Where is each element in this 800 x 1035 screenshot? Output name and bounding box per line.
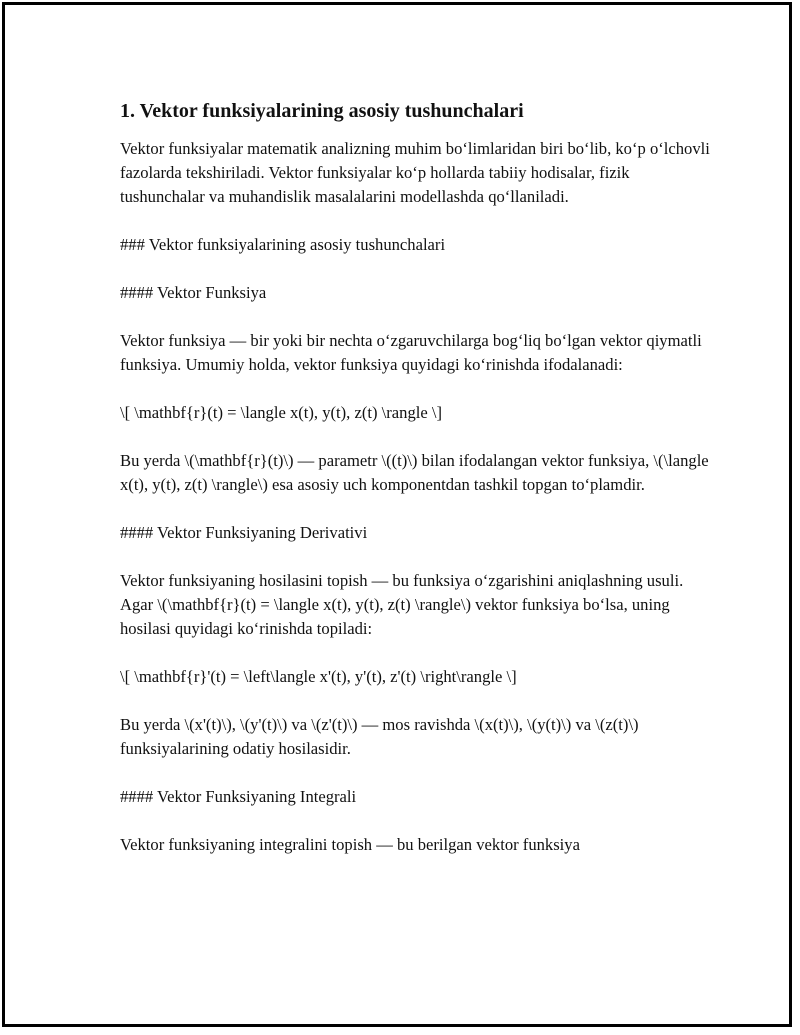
integral-paragraph: Vektor funksiyaning integralini topish — bu berilgan vektor funksiya — [120, 835, 580, 854]
formula-vector-function: \[ \mathbf{r}(t) = \langle x(t), y(t), z(t) \rangle \] — [120, 403, 443, 422]
document-page — [2, 2, 792, 1027]
explanation-paragraph: Bu yerda \(\mathbf{r}(t)\) — parametr \((t)\) bilan ifodalangan vektor funksiya, \(\langle x(t), y(t), z(t) \rangle\) esa asosiy uch komponentdan tashkil topgan toʻplamdir. — [120, 451, 709, 494]
markdown-subheading: ### Vektor funksiyalarining asosiy tushunchalari — [120, 235, 446, 254]
document-body — [120, 98, 710, 881]
definition-paragraph: Vektor funksiya — bir yoki bir nechta oʻzgaruvchilarga bogʻliq boʻlgan vektor qiymatli funksiya. Umumiy holda, vektor funksiya quyidagi koʻrinishda ifodalanadi: — [120, 331, 702, 374]
section-heading: 1. Vektor funksiyalarining asosiy tushunchalari — [120, 100, 524, 122]
intro-paragraph: Vektor funksiyalar matematik analizning muhim boʻlimlaridan biri boʻlib, koʻp oʻlchovli fazolarda tekshiriladi. Vektor funksiyalar koʻp hollarda tabiiy hodisalar, fizik tushunchalar va muhandislik masalalarini modellashda qoʻllaniladi. — [120, 139, 710, 206]
markdown-subheading-vektor-funksiya: #### Vektor Funksiya — [120, 283, 267, 302]
markdown-subheading-integral: #### Vektor Funksiyaning Integrali — [120, 787, 357, 806]
derivative-explanation-paragraph: Bu yerda \(x'(t)\), \(y'(t)\) va \(z'(t)\) — mos ravishda \(x(t)\), \(y(t)\) va \(z(t)\) funksiyalarining odatiy hosilasidir. — [120, 715, 639, 758]
formula-derivative: \[ \mathbf{r}'(t) = \left\langle x'(t), y'(t), z'(t) \right\rangle \] — [120, 667, 517, 686]
markdown-subheading-derivative: #### Vektor Funksiyaning Derivativi — [120, 523, 368, 542]
derivative-paragraph: Vektor funksiyaning hosilasini topish — bu funksiya oʻzgarishini aniqlashning usuli. Agar \(\mathbf{r}(t) = \langle x(t), y(t), z(t) \rangle\) vektor funksiya boʻlsa, uning hosilasi quyidagi koʻrinishda topiladi: — [120, 571, 684, 638]
